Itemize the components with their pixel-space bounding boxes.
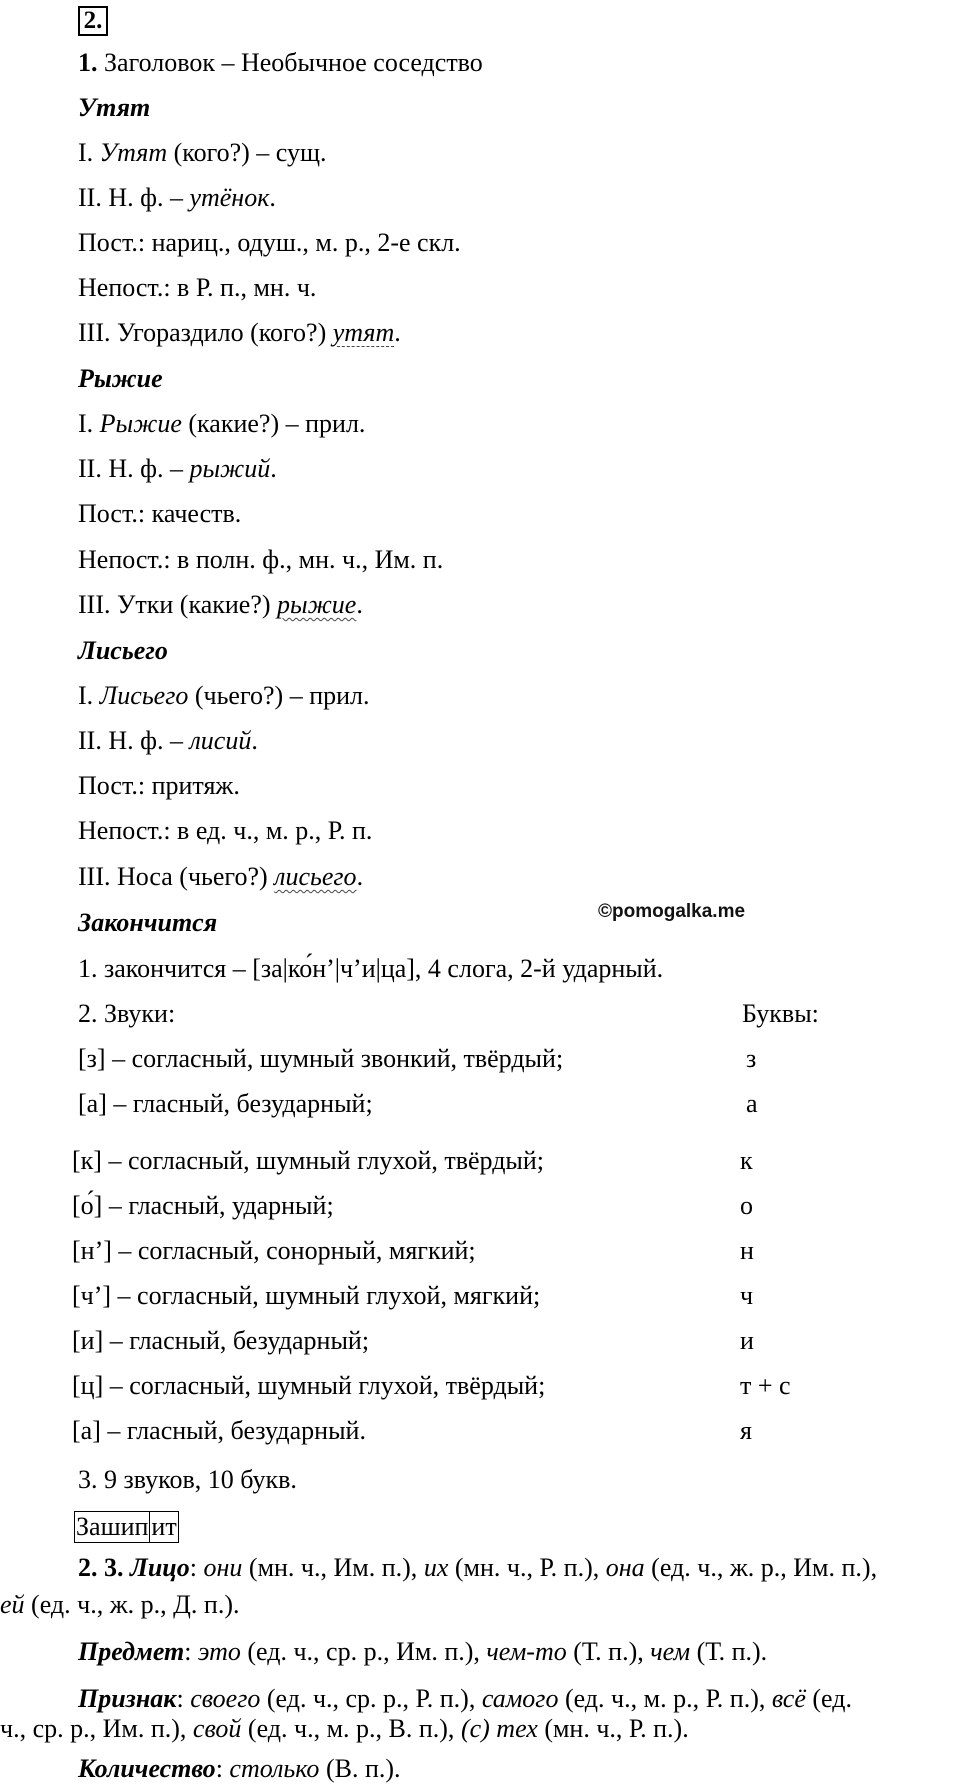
- item-2-3-number: 2. 3.: [78, 1553, 130, 1582]
- word-italic: свой: [192, 1714, 242, 1743]
- text-fragment: (кого?) – сущ.: [167, 138, 327, 167]
- item-1-line: [78, 48, 483, 78]
- text-fragment: I.: [78, 681, 100, 710]
- lisego-line-1: [78, 681, 370, 711]
- text-fragment: (В. п.).: [319, 1754, 401, 1783]
- word-underlined: рыжие: [277, 590, 357, 619]
- word-italic: лисий: [189, 726, 252, 755]
- root-morpheme: Зашип: [76, 1512, 149, 1541]
- kolichestvo-label: Количество: [78, 1754, 216, 1783]
- text-fragment: I.: [78, 409, 100, 438]
- letter-cell: к: [740, 1146, 753, 1175]
- text-fragment: .: [356, 862, 364, 891]
- ryzhie-line-3: Пост.: качеств.: [78, 499, 242, 528]
- letter-cell: н: [740, 1236, 754, 1265]
- priznak-line-2: [0, 1714, 689, 1744]
- lico-label: Лицо: [130, 1553, 190, 1582]
- letter-cell: а: [746, 1089, 758, 1118]
- utyat-heading: Утят: [78, 93, 151, 122]
- phonetic-transcription: 1. закончится – [за|ко́н’|ч’и|ца], 4 слога, 2-й ударный.: [78, 954, 664, 983]
- text-fragment: :: [215, 1754, 230, 1783]
- lico-line-1: [78, 1553, 877, 1583]
- text-fragment: .: [356, 590, 363, 619]
- letter-cell: я: [740, 1416, 752, 1445]
- word-underlined: утят: [332, 318, 395, 347]
- word-italic: Утят: [99, 138, 168, 167]
- sound-row: [н’] – согласный, сонорный, мягкий;: [72, 1236, 476, 1265]
- ryzhie-line-4: Непост.: в полн. ф., мн. ч., Им. п.: [78, 545, 444, 574]
- word-italic: всё: [771, 1684, 806, 1713]
- text-fragment: ч., ср. р., Им. п.),: [0, 1714, 193, 1743]
- word-italic: столько: [229, 1754, 320, 1783]
- text-fragment: .: [269, 183, 276, 212]
- predmet-line: [78, 1637, 767, 1667]
- text-fragment: .: [251, 726, 258, 755]
- word-italic: (с) тех: [460, 1714, 538, 1743]
- letters-header: Буквы:: [742, 999, 819, 1028]
- priznak-label: Признак: [78, 1684, 177, 1713]
- sound-row: [к] – согласный, шумный глухой, твёрдый;: [72, 1146, 545, 1175]
- utyat-line-1: [78, 138, 327, 168]
- text-fragment: :: [184, 1637, 198, 1666]
- word-underlined: лисьего: [274, 862, 357, 891]
- word-italic: рыжий: [189, 454, 271, 483]
- sounds-header: 2. Звуки:: [78, 999, 176, 1028]
- text-fragment: II. Н. ф. –: [78, 726, 190, 755]
- lisego-line-3: Пост.: притяж.: [78, 771, 240, 800]
- text-fragment: (Т. п.).: [690, 1637, 768, 1666]
- utyat-line-2: [78, 183, 276, 213]
- priznak-line-1: [78, 1684, 852, 1714]
- ryzhie-line-5: [78, 590, 363, 620]
- lisego-line-2: [78, 726, 258, 756]
- watermark: ©pomogalka.me: [598, 901, 746, 922]
- text-fragment: .: [394, 318, 401, 347]
- word-italic: ей: [0, 1590, 25, 1619]
- sound-row: [ч’] – согласный, шумный глухой, мягкий;: [72, 1281, 541, 1310]
- text-fragment: (ед. ч., ср. р., Р. п.),: [260, 1684, 482, 1713]
- word-italic: чем-то: [486, 1637, 567, 1666]
- item-1-number: 1.: [78, 48, 98, 77]
- lisego-heading: Лисьего: [78, 636, 168, 665]
- letter-cell: и: [740, 1326, 754, 1355]
- text-fragment: I.: [78, 138, 100, 167]
- text-fragment: :: [176, 1684, 191, 1713]
- letter-cell: з: [746, 1044, 757, 1073]
- text-fragment: (ед. ч., м. р., Р. п.),: [558, 1684, 772, 1713]
- word-italic: Рыжие: [99, 409, 182, 438]
- text-fragment: II. Н. ф. –: [78, 183, 190, 212]
- sound-count: 3. 9 звуков, 10 букв.: [78, 1465, 297, 1494]
- ryzhie-heading: Рыжие: [78, 364, 163, 393]
- morpheme-analysis: [74, 1511, 179, 1541]
- predmet-label: Предмет: [78, 1637, 185, 1666]
- word-italic: их: [423, 1553, 449, 1582]
- text-fragment: (какие?) – прил.: [181, 409, 366, 438]
- text-fragment: (ед. ч., ж. р., Д. п.).: [24, 1590, 240, 1619]
- kolichestvo-line: [78, 1754, 401, 1784]
- ryzhie-line-2: [78, 454, 277, 484]
- task-number: 2.: [78, 6, 108, 36]
- text-fragment: .: [270, 454, 277, 483]
- text-fragment: (ед.: [805, 1684, 852, 1713]
- lisego-line-4: Непост.: в ед. ч., м. р., Р. п.: [78, 816, 373, 845]
- text-fragment: (Т. п.),: [566, 1637, 651, 1666]
- word-italic: самого: [481, 1684, 559, 1713]
- zakonchitsya-heading: Закончится: [78, 908, 218, 937]
- ryzhie-line-1: [78, 409, 365, 439]
- text-fragment: II. Н. ф. –: [78, 454, 190, 483]
- word-italic: это: [197, 1637, 241, 1666]
- utyat-line-5: [78, 318, 401, 348]
- ending-morpheme: ит: [151, 1512, 177, 1541]
- word-italic: своего: [190, 1684, 261, 1713]
- sound-row: [з] – согласный, шумный звонкий, твёрдый;: [78, 1044, 564, 1073]
- text-fragment: (мн. ч., Р. п.),: [448, 1553, 606, 1582]
- utyat-line-4: Непост.: в Р. п., мн. ч.: [78, 273, 317, 302]
- text-fragment: III. Угораздило (кого?): [78, 318, 333, 347]
- text-fragment: (ед. ч., м. р., В. п.),: [241, 1714, 461, 1743]
- item-1-text: Заголовок – Необычное соседство: [97, 48, 483, 77]
- word-italic: она: [605, 1553, 645, 1582]
- text-fragment: (мн. ч., Им. п.),: [242, 1553, 424, 1582]
- sound-row: [а] – гласный, безударный.: [72, 1416, 366, 1445]
- sound-row: [и] – гласный, безударный;: [72, 1326, 370, 1355]
- text-fragment: III. Носа (чьего?): [78, 862, 275, 891]
- lisego-line-5: [78, 862, 363, 892]
- word-italic: чем: [650, 1637, 691, 1666]
- text-fragment: III. Утки (какие?): [78, 590, 278, 619]
- letter-cell: о: [740, 1191, 753, 1220]
- letter-cell: т + с: [740, 1371, 791, 1400]
- sound-row: [о́] – гласный, ударный;: [72, 1191, 334, 1220]
- word-italic: они: [203, 1553, 243, 1582]
- text-fragment: (мн. ч., Р. п.).: [537, 1714, 689, 1743]
- lico-line-2: [0, 1590, 239, 1620]
- text-fragment: :: [189, 1553, 204, 1582]
- sound-row: [ц] – согласный, шумный глухой, твёрдый;: [72, 1371, 546, 1400]
- letter-cell: ч: [740, 1281, 754, 1310]
- text-fragment: (ед. ч., ж. р., Им. п.),: [644, 1553, 878, 1582]
- text-fragment: (чьего?) – прил.: [188, 681, 370, 710]
- utyat-line-3: Пост.: нариц., одуш., м. р., 2-е скл.: [78, 228, 461, 257]
- sound-row: [а] – гласный, безударный;: [78, 1089, 373, 1118]
- text-fragment: (ед. ч., ср. р., Им. п.),: [240, 1637, 487, 1666]
- word-italic: утёнок: [189, 183, 270, 212]
- word-italic: Лисьего: [99, 681, 189, 710]
